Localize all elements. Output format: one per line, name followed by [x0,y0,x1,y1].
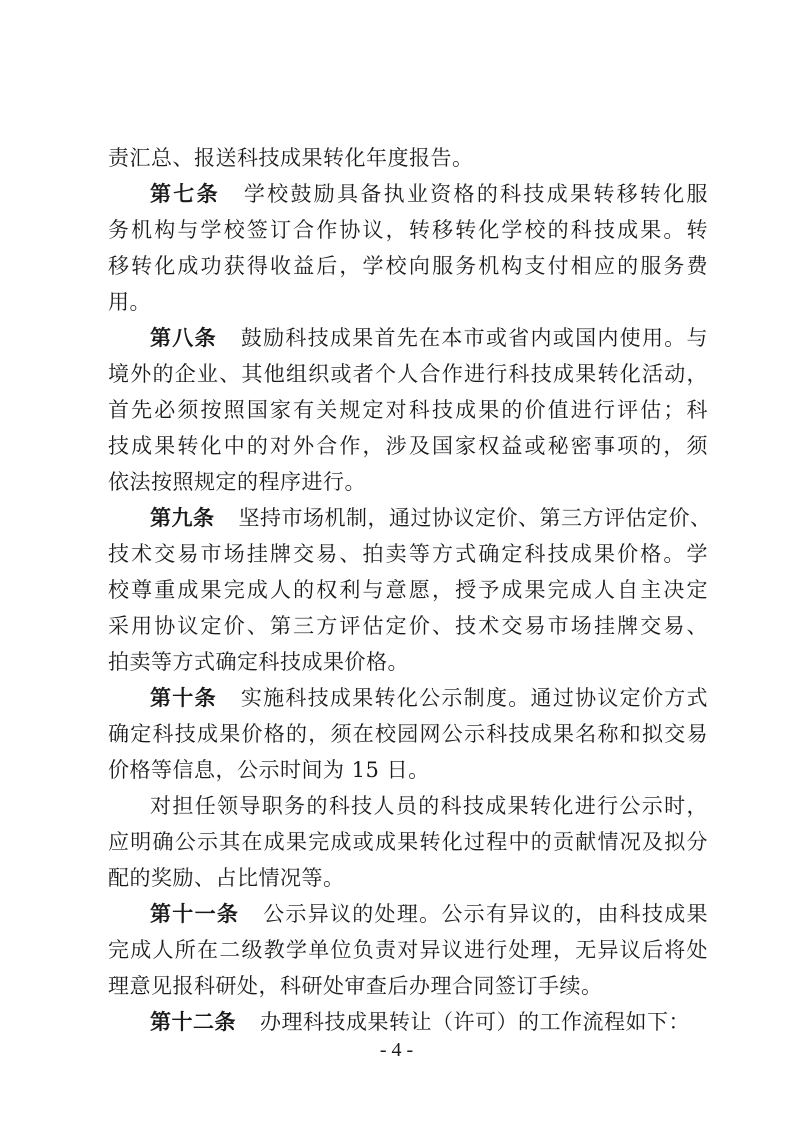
article-label: 第九条 [150,506,215,530]
text-line [108,755,708,785]
text-line [108,143,708,173]
text-line [108,467,708,497]
text-line [108,215,708,245]
line-text: 对担任领导职务的科技人员的科技成果转化进行公示时， [150,794,708,818]
text-line [108,863,708,893]
article-heading-line [150,1007,708,1037]
text-line [108,575,708,605]
article-label: 第十条 [150,686,217,710]
line-text: 学校鼓励具备执业资格的科技成果转移转化服 [243,182,709,206]
line-text: 配的奖励、占比情况等。 [108,866,345,890]
text-line [108,539,708,569]
text-line [108,359,708,389]
line-text: 移转化成功获得收益后，学校向服务机构支付相应的服务费 [108,254,708,278]
article-label: 第十一条 [150,902,240,926]
line-text: 用。 [108,290,151,314]
line-text: 采用协议定价、第三方评估定价、技术交易市场挂牌交易、 [108,614,708,638]
line-text: 应明确公示其在成果完成或成果转化过程中的贡献情况及拟分 [108,830,708,854]
line-text: 依法按照规定的程序进行。 [108,470,366,494]
text-line [108,647,708,677]
text-line [108,395,708,425]
text-line [108,611,708,641]
line-text: 理意见报科研处，科研处审查后办理合同签订手续。 [108,974,603,998]
line-text: 技术交易市场挂牌交易、拍卖等方式确定科技成果价格。学 [108,542,708,566]
line-text: 首先必须按照国家有关规定对科技成果的价值进行评估；科 [108,398,708,422]
line-text: 务机构与学校签订合作协议，转移转化学校的科技成果。转 [108,218,708,242]
text-line [108,719,708,749]
text-line [108,287,708,317]
line-text: 校尊重成果完成人的权利与意愿，授予成果完成人自主决定 [108,578,708,602]
line-text: 拍卖等方式确定科技成果价格。 [108,650,409,674]
text-line [108,431,708,461]
text-line [108,971,708,1001]
article-heading-line [150,899,708,929]
line-text: 技成果转化中的对外合作，涉及国家权益或秘密事项的，须 [108,434,708,458]
article-label: 第八条 [150,326,217,350]
line-text: 境外的企业、其他组织或者个人合作进行科技成果转化活动， [108,362,708,386]
page-number: - 4 - [379,1039,414,1061]
line-text: 坚持市场机制，通过协议定价、第三方评估定价、 [238,506,712,530]
article-heading-line [150,683,708,713]
line-text: 责汇总、报送科技成果转化年度报告。 [108,146,474,170]
article-label: 第十二条 [150,1010,236,1034]
article-heading-line [150,503,712,533]
text-line [108,827,708,857]
line-text: 实施科技成果转化公示制度。通过协议定价方式 [240,686,709,710]
line-text: 鼓励科技成果首先在本市或省内或国内使用。与 [240,326,709,350]
text-line [108,251,708,281]
text-line [108,935,708,965]
article-heading-line [150,179,708,209]
line-text: 价格等信息，公示时间为 15 日。 [108,758,430,782]
line-text: 确定科技成果价格的，须在校园网公示科技成果名称和拟交易 [108,722,708,746]
line-text: 公示异议的处理。公示有异议的，由科技成果 [263,902,709,926]
article-label: 第七条 [150,182,220,206]
line-text: 办理科技成果转让（许可）的工作流程如下： [260,1010,690,1034]
article-heading-line [150,323,708,353]
line-text: 完成人所在二级教学单位负责对异议进行处理，无异议后将处 [108,938,708,962]
paragraph-first-line [150,791,708,821]
